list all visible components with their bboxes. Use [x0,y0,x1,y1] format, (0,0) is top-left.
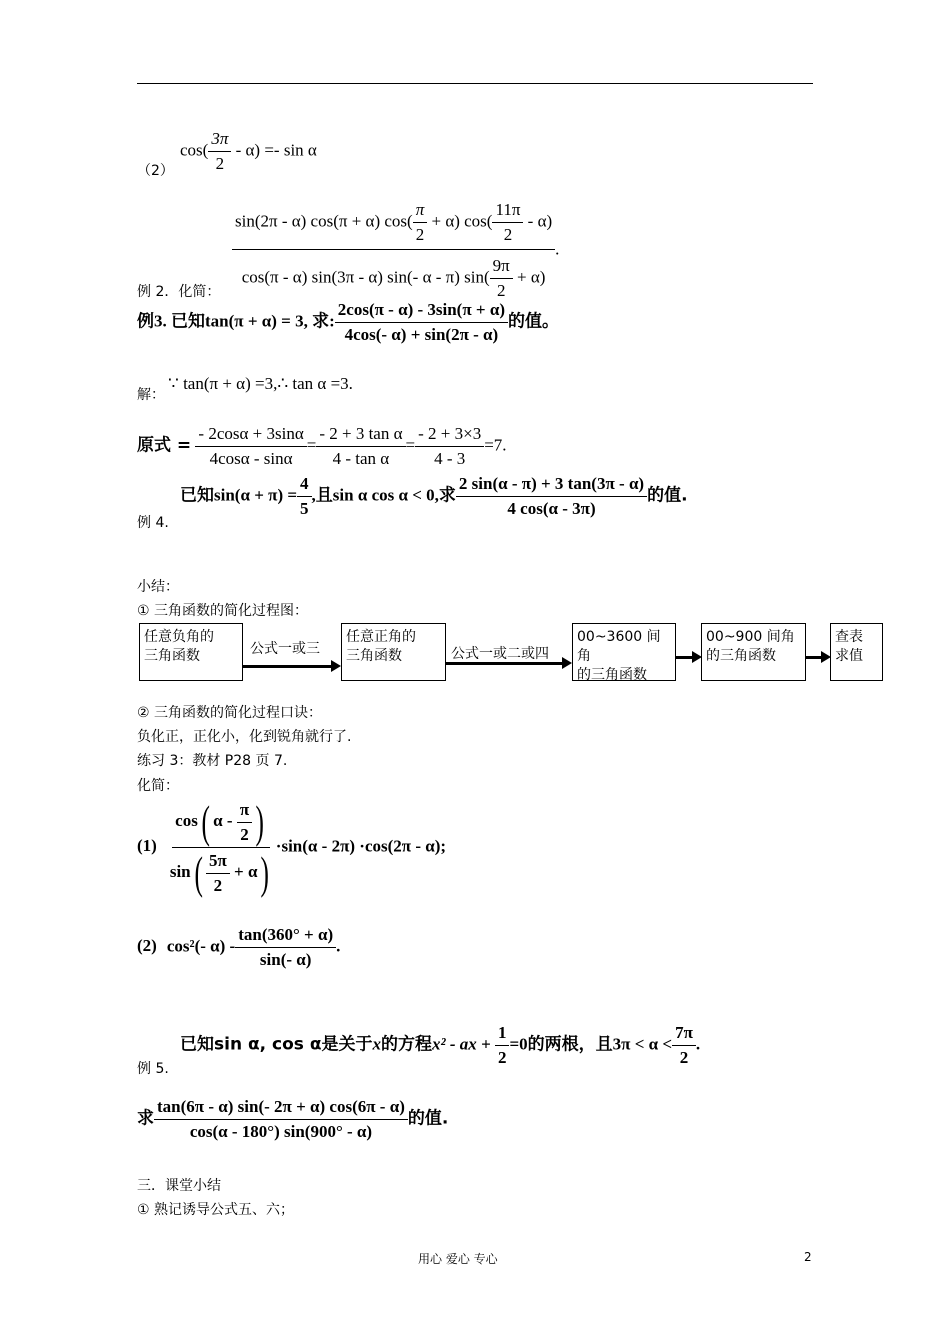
denominator [239,250,549,301]
fraction [206,851,230,896]
arrow-head-icon [331,660,341,672]
numerator: π [237,800,252,823]
identity-formula [180,129,317,174]
problem-suffix: 的值. [407,1108,449,1129]
flow-label-1: 公式一或三 [250,641,320,657]
flow-box-0-360 [572,623,676,681]
denominator: 4 - tan α [332,449,390,468]
simplify-label: 化简： [137,778,179,794]
period: . [336,936,341,956]
exercise-2 [137,925,340,970]
denominator: 2 [496,281,506,300]
denominator: cos(α - 180°) sin(900° - α) [189,1122,373,1141]
yuanshi-derivation [137,424,507,469]
variable: x [372,1034,381,1054]
text: sin(2π - α) cos(π + α) cos( [235,211,413,231]
fraction [297,474,312,519]
box-line: 三角函数 [346,648,402,664]
derivation-label: 原式 = [137,435,192,456]
flow-box-lookup [830,623,883,681]
result: =7. [484,435,507,455]
text: sin [169,861,191,881]
problem-text: 例3. 已知tan(π + α) = 3, 求: [137,311,335,331]
flow-box-positive-angle [341,623,446,681]
fraction [195,424,306,469]
fraction [235,925,336,970]
equals: = [306,435,317,455]
denominator: 2 [415,225,425,244]
formula-text: cos( [180,140,209,160]
example5-line1 [180,1023,700,1068]
example2-expression [232,200,559,301]
fraction [495,1023,510,1068]
formula-text: - α) =- sin α [231,140,317,160]
footer-text: 用心 爱心 专心 [418,1252,498,1266]
numerator: 9π [490,256,513,279]
flow-label-2: 公式一或二或四 [451,646,549,662]
numerator: - 2 + 3×3 [415,424,484,447]
box-line: 求值 [835,648,863,664]
flow-box-0-90 [701,623,806,681]
example4-label: 例 4. [137,515,169,531]
section-3-item-1: ① 熟记诱导公式五、六； [137,1202,295,1218]
fraction [316,424,405,469]
box-line: 任意负角的 [144,629,214,645]
period: . [555,239,560,259]
problem-text: 已知sin(α + π) = [180,485,298,505]
denominator: 4cos(- α) + sin(2π - α) [344,325,499,344]
problem-suffix: 的值。 [508,311,559,332]
denominator: 2 [215,154,225,173]
text: + α) cos( [427,211,493,231]
fraction [490,256,513,301]
fraction [237,800,252,845]
period: . [695,1034,701,1054]
denominator: 2 [240,824,249,844]
text: cos [175,810,198,830]
numerator [232,200,555,250]
denominator: 4cosα - sinα [209,449,293,468]
flow-arrow-4 [806,656,821,659]
denominator: 4 - 3 [434,449,466,468]
header-rule [137,83,813,84]
flow-arrow-2 [446,662,562,665]
numerator: 5π [206,851,230,874]
text: 已知sin α, cos α是关于 [180,1034,373,1055]
summary-title: 小结： [137,579,179,595]
numerator: tan(360° + α) [235,925,336,948]
denominator: 2 [503,225,513,244]
main-fraction [232,200,555,301]
numerator: 2 sin(α - π) + 3 tan(3π - α) [456,474,647,497]
paren: ( [194,847,203,898]
numerator: 1 [495,1023,510,1046]
denominator: 5 [300,499,309,518]
equals: = [405,435,416,455]
numerator: - 2cosα + 3sinα [195,424,306,447]
text: 的方程 [381,1034,432,1055]
summary-rhyme: 负化正，正化小，化到锐角就行了. [137,729,352,745]
box-line: 的三角函数 [577,667,647,683]
paren: ) [255,796,265,847]
box-line: 三角函数 [144,648,200,664]
denominator: 2 [679,1048,689,1067]
text: + α) [512,267,546,287]
practice-3: 练习 3：教材 P28 页 7. [137,753,288,769]
fraction [415,424,484,469]
fraction [492,200,523,245]
numerator [172,796,270,848]
section-3-title: 三．课堂小结 [137,1178,221,1194]
equation: x² - ax + [432,1034,491,1054]
numerator: tan(6π - α) sin(- 2π + α) cos(6π - α) [154,1097,408,1120]
fraction [208,129,231,174]
exercise-label: (2) [137,936,157,956]
exercise-label: (1) [137,836,157,856]
box-line: 的三角函数 [706,648,776,664]
example5-line2 [137,1097,448,1142]
numerator: 7π [672,1023,696,1046]
arrow-head-icon [562,657,572,669]
summary-item-1: ① 三角函数的简化过程图： [137,603,309,619]
numerator: 3π [208,129,231,152]
denominator [167,848,276,896]
paren: ) [260,847,270,898]
text: cos²(- α) - [166,936,236,956]
numerator: 4 [297,474,312,497]
text: α - [213,810,233,830]
example2-label: 例 2．化简： [137,284,221,300]
denominator: 2 [213,875,223,895]
text: - α) [523,211,553,231]
flow-arrow-1 [243,665,331,668]
denominator: 2 [497,1048,507,1067]
problem-text: ,且sin α cos α < 0,求 [311,485,456,505]
example4-problem [180,474,688,519]
box-line: 00~3600 间角 [577,629,661,664]
example5-label: 例 5. [137,1061,169,1077]
solution-label: 解： [137,387,165,403]
denominator: 4 cos(α - 3π) [507,499,596,518]
text: =0的两根，且3π < α < [509,1034,673,1054]
box-line: 00~900 间角 [706,629,795,645]
example3-problem [137,300,559,345]
exercise-1 [137,796,447,898]
numerator: 2cos(π - α) - 3sin(π + α) [335,300,508,323]
fraction [154,1097,408,1142]
numerator: - 2 + 3 tan α [316,424,405,447]
flow-arrow-3 [676,656,692,659]
fraction [672,1023,696,1068]
denominator: sin(- α) [259,950,312,969]
summary-item-2: ② 三角函数的简化过程口诀： [137,705,323,721]
text: + α [234,861,258,881]
box-line: 查表 [835,629,863,645]
fraction [335,300,508,345]
text: 求 [137,1108,154,1129]
page-number: 2 [804,1250,812,1264]
numerator: 11π [492,200,523,223]
main-fraction [167,796,276,898]
exercise-tail: ·sin(α - 2π) ·cos(2π - α); [275,836,447,856]
flow-box-negative-angle [139,623,243,681]
problem-suffix: 的值. [647,485,688,506]
fraction [456,474,647,519]
box-line: 任意正角的 [346,629,416,645]
item-2-label: （2） [137,163,174,179]
text: cos(π - α) sin(3π - α) sin(- α - π) sin( [241,267,490,287]
fraction [413,200,428,245]
numerator: π [413,200,428,223]
solution-text: ∵ tan(π + α) =3,∴ tan α =3. [168,374,353,393]
paren: ( [201,796,210,847]
